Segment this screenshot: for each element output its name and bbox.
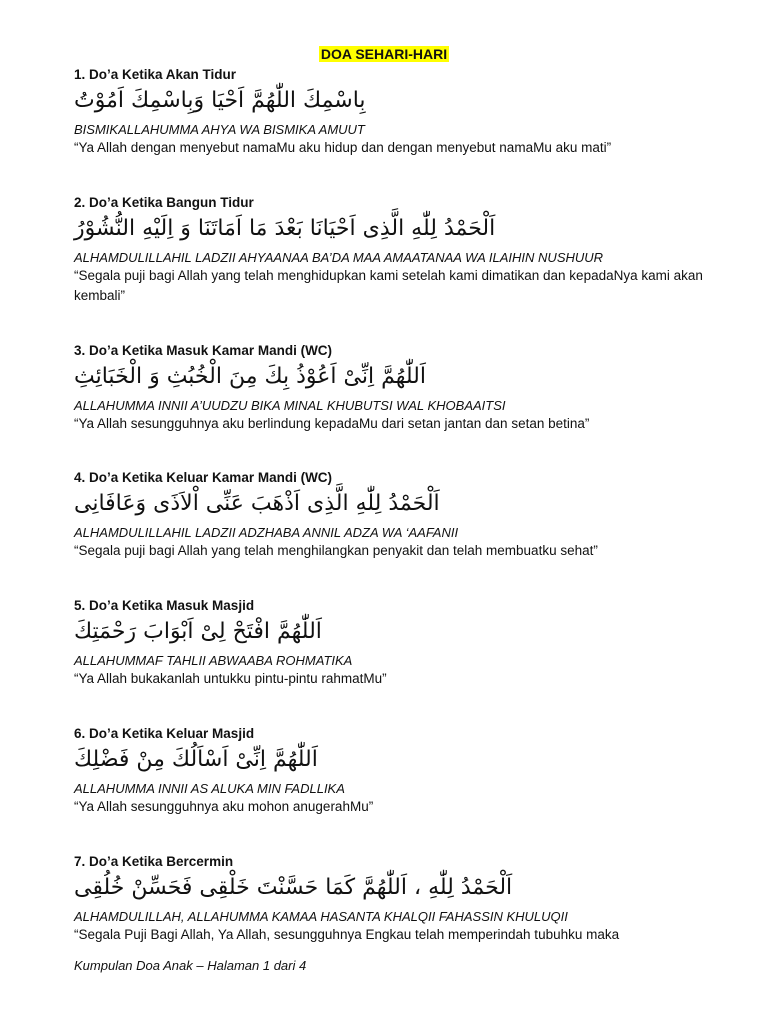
- prayer-arabic-text: اَللّٰهُمَّ افْتَحْ لِىْ اَبْوَابَ رَحْمَتِكَ: [74, 619, 322, 644]
- prayer-section-5: [74, 597, 714, 689]
- prayer-transliteration: ALLAHUMMA INNII A’UUDZU BIKA MINAL KHUBUTSI WAL KHOBAAITSI: [74, 398, 506, 413]
- prayer-section-6: [74, 725, 714, 817]
- page-footer: Kumpulan Doa Anak – Halaman 1 dari 4: [74, 958, 307, 973]
- prayer-section-7: [74, 853, 714, 945]
- prayer-transliteration: ALHAMDULILLAHIL LADZII ADZHABA ANNIL ADZA WA ‘AAFANII: [74, 525, 459, 540]
- prayer-meaning: “Segala puji bagi Allah yang telah menghidupkan kami setelah kami dimatikan dan kepadaNya kami akan kembali”: [74, 268, 703, 303]
- page-title-text: DOA SEHARI-HARI: [320, 46, 448, 62]
- page-title: [0, 45, 768, 63]
- prayer-heading: 3. Do’a Ketika Masuk Kamar Mandi (WC): [74, 343, 333, 358]
- prayer-section-4: [74, 469, 714, 561]
- prayer-heading: 1. Do’a Ketika Akan Tidur: [74, 67, 237, 82]
- prayer-heading: 2. Do’a Ketika Bangun Tidur: [74, 195, 254, 210]
- prayer-heading: 5. Do’a Ketika Masuk Masjid: [74, 598, 255, 613]
- prayer-heading: 6. Do’a Ketika Keluar Masjid: [74, 726, 255, 741]
- prayer-arabic-text: اَللّٰهُمَّ اِنِّىْ اَعُوْذُ بِكَ مِنَ الْخُبُثِ وَ الْخَبَائِثِ: [74, 364, 426, 389]
- prayer-section-2: [74, 194, 714, 306]
- prayer-transliteration: ALLAHUMMAF TAHLII ABWAABA ROHMATIKA: [74, 653, 353, 668]
- prayer-transliteration: ALHAMDULILLAHIL LADZII AHYAANAA BA’DA MAA AMAATANAA WA ILAIHIN NUSHUUR: [74, 250, 604, 265]
- prayer-arabic-text: اَلْحَمْدُ لِلّٰهِ الَّذِى اَذْهَبَ عَنِّى اْلاَذَى وَعَافَانِى: [74, 491, 440, 516]
- prayer-meaning: “Segala puji bagi Allah yang telah menghilangkan penyakit dan telah membuatku sehat”: [74, 543, 598, 558]
- prayer-arabic-text: اَلْحَمْدُ لِلّٰهِ الَّذِى اَحْيَانَا بَعْدَ مَا اَمَاتَنَا وَ اِلَيْهِ النُّشُوْرُ: [74, 216, 496, 241]
- prayer-meaning: “Ya Allah dengan menyebut namaMu aku hidup dan dengan menyebut namaMu aku mati”: [74, 140, 612, 155]
- prayer-arabic-text: اَلْحَمْدُ لِلّٰهِ ، اَللّٰهُمَّ كَمَا حَسَّنْتَ خَلْقِى فَحَسِّنْ خُلُقِى: [74, 875, 513, 900]
- prayer-section-1: [74, 66, 714, 158]
- prayer-meaning: “Ya Allah bukakanlah untukku pintu-pintu rahmatMu”: [74, 671, 387, 686]
- prayer-heading: 4. Do’a Ketika Keluar Kamar Mandi (WC): [74, 470, 333, 485]
- prayer-meaning: “Ya Allah sesungguhnya aku berlindung kepadaMu dari setan jantan dan setan betina”: [74, 416, 590, 431]
- prayer-transliteration: ALLAHUMMA INNII AS ALUKA MIN FADLLIKA: [74, 781, 345, 796]
- prayer-arabic-text: بِاسْمِكَ اللّٰهُمَّ اَحْيَا وَبِاسْمِكَ اَمُوْتُ: [74, 88, 366, 113]
- prayer-section-3: [74, 342, 714, 434]
- prayer-meaning: “Segala Puji Bagi Allah, Ya Allah, sesungguhnya Engkau telah memperindah tubuhku maka: [74, 927, 620, 942]
- prayer-heading: 7. Do’a Ketika Bercermin: [74, 854, 234, 869]
- prayer-transliteration: ALHAMDULILLAH, ALLAHUMMA KAMAA HASANTA KHALQII FAHASSIN KHULUQII: [74, 909, 568, 924]
- prayer-arabic-text: اَللّٰهُمَّ اِنِّىْ اَسْاَلُكَ مِنْ فَضْلِكَ: [74, 747, 318, 772]
- prayer-transliteration: BISMIKALLAHUMMA AHYA WA BISMIKA AMUUT: [74, 122, 365, 137]
- prayer-meaning: “Ya Allah sesungguhnya aku mohon anugerahMu”: [74, 799, 374, 814]
